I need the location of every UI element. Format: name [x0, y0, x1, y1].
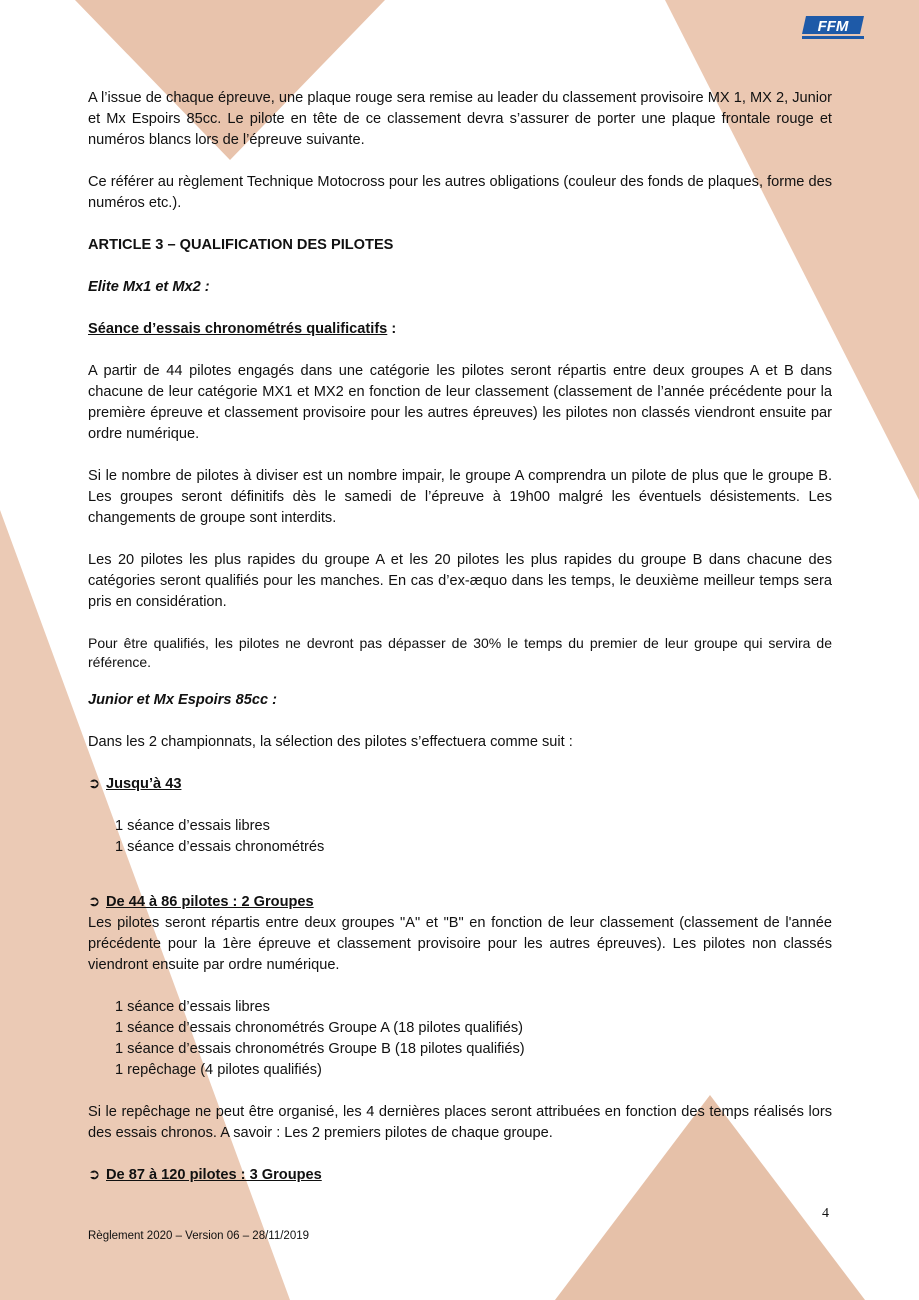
paragraph-red-plate: A l’issue de chaque épreuve, une plaque rouge sera remise au leader du classement provisoire MX 1, MX 2, Junior et Mx Espoirs 85cc. Le pilote en tête de ce classement devra s’assurer de porter une plaque frontale rouge et numéros blancs lors de l’épreuve suivante. [88, 90, 832, 148]
paragraph-repechage: Si le repêchage ne peut être organisé, les 4 dernières places seront attribuées en fonction des temps réalisés lors des essais chronos. A savoir : Les 2 premiers pilotes de chaque groupe. [88, 1104, 832, 1141]
seance-colon: : [387, 321, 397, 337]
subsection-title: Jusqu’à 43 [106, 776, 182, 792]
page-number: 4 [822, 1206, 829, 1221]
subsection-title: De 44 à 86 pilotes : 2 Groupes [106, 894, 314, 910]
subsection-title: De 87 à 120 pilotes : 3 Groupes [106, 1167, 322, 1183]
list-item: 1 séance d’essais chronométrés Groupe A (18 pilotes qualifiés) [115, 1020, 524, 1036]
paragraph-odd-number: Si le nombre de pilotes à diviser est un nombre impair, le groupe A comprendra un pilote de plus que le groupe B. Les groupes seront définitifs dès le samedi de l’épreuve à 19h00 malgré les éventuels désistements. Les changements de groupe sont interdits. [88, 468, 832, 526]
paragraph-groups-ab: Les pilotes seront répartis entre deux groupes "A" et "B" en fonction de leur classement (classement de l'année précédente pour la 1ère épreuve et classement provisoire pour les autres épreuves). Les pilotes non classés viendront ensuite par ordre numérique. [88, 915, 832, 973]
paragraph-qualification-limit: Pour être qualifiés, les pilotes ne devront pas dépasser de 30% le temps du premier de leur groupe qui servira de référence. [88, 635, 832, 670]
list-item: 1 repêchage (4 pilotes qualifiés) [115, 1062, 322, 1078]
paragraph-groups-split: A partir de 44 pilotes engagés dans une catégorie les pilotes seront répartis entre deux groupes A et B dans chacune de leur catégorie MX1 et MX2 en fonction de leur classement (classement de l’année précédente pour la première épreuve et classement provisoire pour les autres épreuves) les pilotes non classés viendront ensuite par ordre numérique. [88, 363, 832, 442]
list-item: 1 séance d’essais libres [115, 999, 270, 1015]
ffm-logo [800, 14, 866, 42]
subsection-87-120 [88, 1165, 832, 1186]
paragraph-selection: Dans les 2 championnats, la sélection des pilotes s’effectuera comme suit : [88, 734, 573, 750]
elite-section-title: Elite Mx1 et Mx2 : [88, 279, 210, 295]
subsection-up-to-43 [88, 774, 832, 795]
footer-version: Règlement 2020 – Version 06 – 28/11/2019 [88, 1230, 310, 1242]
svg-text:FFM: FFM [817, 18, 849, 35]
paragraph-fastest-pilots: Les 20 pilotes les plus rapides du groupe A et les 20 pilotes les plus rapides du groupe B dans chacune des catégories seront qualifiés pour les manches. En cas d’ex-æquo dans les temps, le deuxième meilleur temps sera pris en considération. [88, 552, 832, 610]
list-item: 1 séance d’essais chronométrés [115, 839, 325, 855]
list-item: 1 séance d’essais libres [115, 818, 270, 834]
list-item: 1 séance d’essais chronométrés Groupe B (18 pilotes qualifiés) [115, 1041, 525, 1057]
junior-section-title: Junior et Mx Espoirs 85cc : [88, 692, 277, 708]
subsection-44-86 [88, 892, 832, 913]
arrow-icon: ➲ [88, 894, 101, 910]
arrow-icon: ➲ [88, 1167, 101, 1183]
seance-title: Séance d’essais chronométrés qualificatifs [88, 321, 388, 337]
paragraph-technical-reference: Ce référer au règlement Technique Motocross pour les autres obligations (couleur des fonds de plaques, forme des numéros etc.). [88, 174, 832, 211]
article-title: ARTICLE 3 – QUALIFICATION DES PILOTES [88, 237, 394, 253]
document-body [88, 88, 832, 1186]
seance-heading [88, 319, 832, 340]
arrow-icon: ➲ [88, 776, 101, 792]
